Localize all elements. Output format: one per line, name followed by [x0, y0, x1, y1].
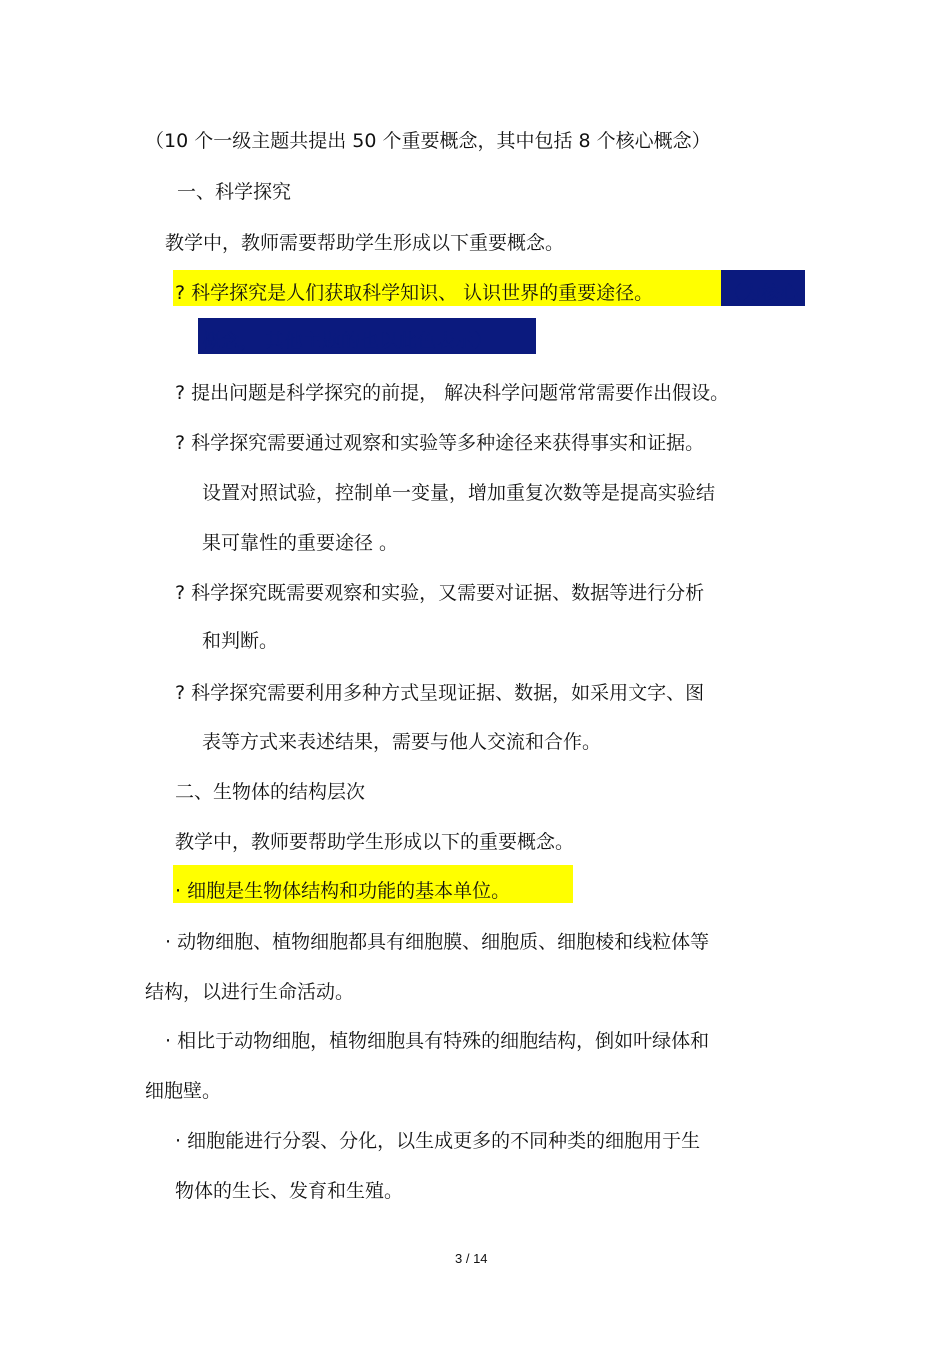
cell-item-4-cont: 物体的生长、发育和生殖。 [175, 1180, 404, 1202]
concept-item-5-cont: 表等方式来表述结果，需要与他人交流和合作。 [202, 731, 602, 753]
cell-item-2: · 动物细胞、植物细胞都具有细胞膜、细胞质、细胞棱和线粒体等 [165, 931, 710, 953]
lead-paragraph-2: 教学中，教师要帮助学生形成以下的重要概念。 [175, 831, 575, 853]
cell-item-4: · 细胞能进行分裂、分化，以生成更多的不同种类的细胞用于生 [175, 1130, 701, 1152]
section-heading-structure: 二、生物体的结构层次 [175, 781, 366, 803]
concept-item-4-cont: 和判断。 [202, 630, 279, 652]
core-concept-item: ? 科学探究是人们获取科学知识、 认识世界的重要途径。 [175, 282, 654, 304]
cell-item-3-cont: 细胞壁。 [145, 1080, 222, 1102]
concept-item-4: ? 科学探究既需要观察和实验，又需要对证据、数据等进行分析 [175, 582, 705, 604]
section-heading-inquiry: 一、科学探究 [177, 181, 292, 203]
page-number: 3 / 14 [455, 1251, 488, 1266]
lead-paragraph-1: 教学中，教师需要帮助学生形成以下重要概念。 [165, 232, 565, 254]
cell-item-2-cont: 结构，以进行生命活动。 [145, 981, 355, 1003]
concept-item-3: ? 科学探究需要通过观察和实验等多种途径来获得事实和证据。 [175, 432, 705, 454]
legend-note-end: 概念， 其他主题的也以此色表示） [202, 330, 494, 352]
concept-item-5: ? 科学探究需要利用多种方式呈现证据、数据，如采用文字、图 [175, 682, 705, 704]
legend-note-start: （为核心 [723, 282, 800, 304]
cell-item-3: · 相比于动物细胞，植物细胞具有特殊的细胞结构，倒如叶绿体和 [165, 1030, 710, 1052]
concept-item-2: ? 提出问题是科学探究的前提， 解决科学问题常常需要作出假设。 [175, 382, 730, 404]
concept-item-3-cont-2: 果可靠性的重要途径 。 [202, 532, 399, 554]
concept-item-3-cont: 设置对照试验，控制单一变量，增加重复次数等是提高实验结 [202, 482, 716, 504]
intro-line: （10 个一级主题共提出 50 个重要概念，其中包括 8 个核心概念） [145, 130, 711, 152]
core-concept-cell: · 细胞是生物体结构和功能的基本单位。 [175, 880, 511, 902]
